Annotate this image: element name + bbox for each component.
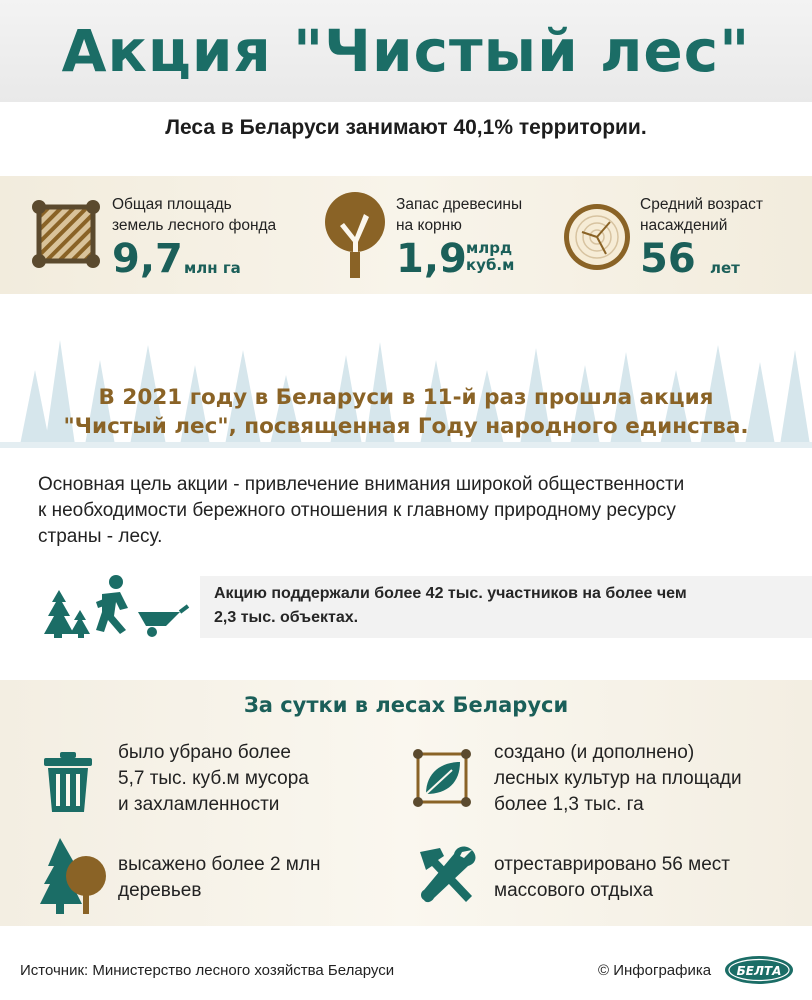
goal-text: Основная цель акции - привлечение внимания широкой общественности к необходимости бережного отношения к главному природному ресурсу страны - лесу. bbox=[38, 474, 685, 547]
tree-rings-icon bbox=[562, 202, 632, 272]
stat-unit: млрд куб.м bbox=[466, 239, 515, 274]
daily-heading: За сутки в лесах Беларуси bbox=[243, 693, 569, 717]
stat-label: Средний возраст насаждений bbox=[640, 196, 764, 234]
stat-label: Запас древесины на корню bbox=[396, 196, 523, 234]
stat-value: 56 bbox=[640, 236, 696, 282]
leaf-plot-icon bbox=[412, 748, 472, 808]
stat-average-age bbox=[550, 176, 812, 294]
copyright-text: © Инфографика bbox=[598, 962, 712, 979]
stat-unit: млн га bbox=[184, 259, 241, 277]
daily-results bbox=[0, 680, 812, 926]
tree-icon bbox=[320, 190, 390, 280]
trees-icon bbox=[40, 838, 110, 914]
volunteer-wheelbarrow-icon bbox=[40, 572, 190, 638]
daily-item-garbage: было убрано более 5,7 тыс. куб.м мусора и захламленности bbox=[118, 742, 309, 815]
stat-land-area bbox=[0, 176, 300, 294]
daily-item-rest-places: отреставрировано 56 мест массового отдыха bbox=[494, 854, 730, 901]
footer bbox=[0, 954, 812, 990]
header bbox=[0, 0, 812, 102]
stat-value: 9,7 bbox=[112, 236, 183, 282]
subtitle: Леса в Беларуси занимают 40,1% территории. bbox=[165, 116, 647, 139]
belta-logo bbox=[724, 955, 794, 985]
page-title: Акция "Чистый лес" bbox=[61, 17, 751, 85]
land-plot-icon bbox=[30, 198, 102, 270]
stat-value: 1,9 bbox=[396, 236, 467, 282]
support-box: Акцию поддержали более 42 тыс. участников на более чем 2,3 тыс. объектах. bbox=[200, 576, 812, 638]
stat-unit: лет bbox=[710, 259, 740, 277]
stats-strip bbox=[0, 176, 812, 294]
source-text: Источник: Министерство лесного хозяйства Беларуси bbox=[20, 962, 395, 979]
tools-icon bbox=[414, 844, 478, 908]
trash-can-icon bbox=[42, 752, 94, 812]
campaign-banner: В 2021 году в Беларуси в 11-й раз прошла акция "Чистый лес", посвященная Году народного единства. bbox=[63, 385, 749, 439]
daily-item-trees-planted: высажено более 2 млн деревьев bbox=[118, 854, 321, 901]
stat-label: Общая площадь земель лесного фонда bbox=[112, 196, 277, 234]
daily-item-forest-crops: создано (и дополнено) лесных культур на площади более 1,3 тыс. га bbox=[494, 742, 742, 815]
stat-timber-stock bbox=[300, 176, 550, 294]
belta-logo-text: БЕЛТА bbox=[736, 964, 782, 978]
